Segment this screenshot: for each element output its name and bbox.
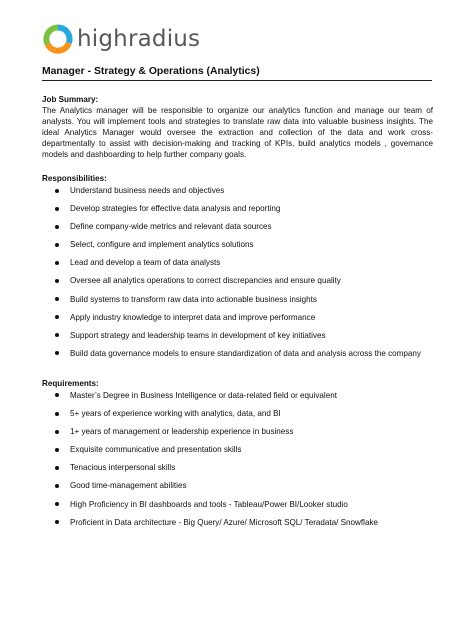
- bullet-icon: [55, 207, 59, 211]
- bullet-icon: [55, 393, 59, 397]
- bullet-icon: [55, 484, 59, 488]
- section-spacer: [42, 365, 433, 378]
- list-item: Good time-management abilities: [42, 479, 433, 497]
- list-item: High Proficiency in BI dashboards and tools - Tableau/Power BI/Looker studio: [42, 498, 433, 516]
- list-item: Tenacious interpersonal skills: [42, 461, 433, 479]
- bullet-icon: [55, 520, 59, 524]
- list-item: Understand business needs and objectives: [42, 184, 433, 202]
- list-item: Proficient in Data architecture - Big Query/ Azure/ Microsoft SQL/ Teradata/ Snowflake: [42, 516, 433, 534]
- company-logo: [42, 22, 200, 56]
- list-item: 1+ years of management or leadership experience in business: [42, 425, 433, 443]
- bullet-icon: [55, 430, 59, 434]
- bullet-icon: [55, 412, 59, 416]
- requirements-list: [42, 389, 433, 534]
- list-item: Build systems to transform raw data into actionable business insights: [42, 293, 433, 311]
- list-item: Oversee all analytics operations to correct discrepancies and ensure quality: [42, 274, 433, 292]
- list-item: Exquisite communicative and presentation skills: [42, 443, 433, 461]
- bullet-icon: [55, 351, 59, 355]
- list-item: Select, configure and implement analytics solutions: [42, 238, 433, 256]
- responsibilities-heading: Responsibilities:: [42, 174, 107, 183]
- highradius-logo-icon: [42, 23, 74, 55]
- list-item: Support strategy and leadership teams in development of key initiatives: [42, 329, 433, 347]
- bullet-icon: [55, 502, 59, 506]
- list-item: Develop strategies for effective data analysis and reporting: [42, 202, 433, 220]
- summary-text: The Analytics manager will be responsible to organize our analytics function and manage our team of analysts. You will implement tools and strategies to translate raw data into valuable business insights. The ideal Analytics Manager would oversee the extraction and collection of the data and work cross-departmentally to assist with decision-making and tracking of KPIs, build analytics models , governance models and dashboarding to help further company goals.: [42, 106, 433, 159]
- summary-section: [42, 94, 433, 160]
- list-item: Apply industry knowledge to interpret data and improve performance: [42, 311, 433, 329]
- bullet-icon: [55, 225, 59, 229]
- requirements-section: [42, 378, 433, 534]
- logo-wordmark: highradius: [77, 25, 201, 52]
- responsibilities-section: [42, 173, 433, 365]
- bullet-icon: [55, 279, 59, 283]
- summary-heading: Job Summary:: [42, 95, 99, 104]
- bullet-icon: [55, 243, 59, 247]
- bullet-icon: [55, 448, 59, 452]
- requirements-heading: Requirements:: [42, 378, 99, 388]
- list-item: Build data governance models to ensure standardization of data and analysis across the company: [42, 347, 433, 365]
- bullet-icon: [55, 297, 59, 301]
- list-item: Define company-wide metrics and relevant data sources: [42, 220, 433, 238]
- responsibilities-list: [42, 184, 433, 365]
- bullet-icon: [55, 315, 59, 319]
- page-title: Manager - Strategy & Operations (Analytics): [42, 66, 260, 77]
- bullet-icon: [55, 333, 59, 337]
- section-spacer: [42, 160, 433, 173]
- bullet-icon: [55, 466, 59, 470]
- list-item: 5+ years of experience working with analytics, data, and BI: [42, 407, 433, 425]
- bullet-icon: [55, 261, 59, 265]
- document-body: [42, 94, 433, 534]
- list-item: Lead and develop a team of data analysts: [42, 256, 433, 274]
- bullet-icon: [55, 189, 59, 193]
- title-divider: [42, 80, 432, 81]
- list-item: Master’s Degree in Business Intelligence or data-related field or equivalent: [42, 389, 433, 407]
